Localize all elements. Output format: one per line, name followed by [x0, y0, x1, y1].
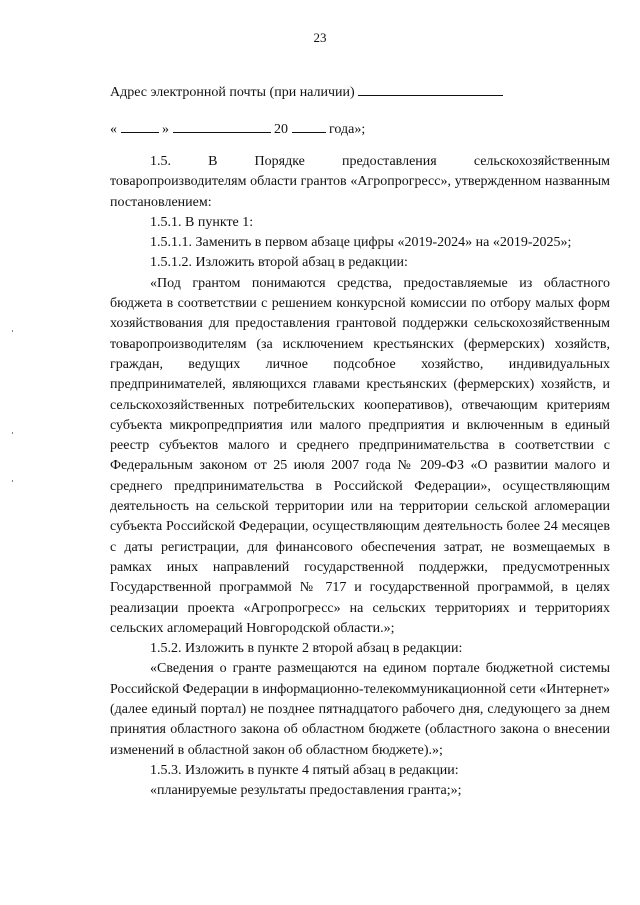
paragraph-1-5-1-1: 1.5.1.1. Заменить в первом абзаце цифры «2019-2024» на «2019-2025»; [150, 235, 572, 251]
paragraph-1-5-3: 1.5.3. Изложить в пункте 4 пятый абзац в редакции: [150, 762, 459, 778]
date-line [110, 121, 365, 138]
margin-mark [12, 330, 13, 332]
date-close-quote: » [162, 122, 169, 137]
margin-mark [12, 480, 13, 482]
email-label: Адрес электронной почты (при наличии) [110, 85, 355, 100]
paragraph-1-5-2: 1.5.2. Изложить в пункте 2 второй абзац в редакции: [150, 641, 463, 657]
margin-mark [12, 432, 13, 434]
century-text: 20 [274, 122, 288, 137]
day-blank [121, 121, 159, 133]
page-number: 23 [313, 30, 327, 45]
grant-definition-quote: «Под грантом понимаются средства, предоставляемые из областного бюджета в соответствии с решением конкурсной комиссии по отбору малых форм хозяйствования для предоставления грантовой поддержки сельскохозяйственным товаропроизводителям (за исключением крестьянских (фермерских) хозяйств, граждан, ведущих личное подсобное хозяйство, индивидуальных предпринимателей, являющихся главами крестьянских (фермерских) хозяйств, и сельскохозяйственных потребительских кооперативов), отвечающим критериям субъекта микропредприятия или малого предприятия и включенным в единый реестр субъектов малого и среднего предпринимательства в соответствии с Федеральным законом от 25 июля 2007 года № 209-ФЗ «О развитии малого и среднего предпринимательства в Российской Федерации», осуществляющим деятельность на сельской территории или на территории сельской агломерации субъекта Российской Федерации, осуществляющим деятельность более 24 месяцев с даты регистрации, для финансового обеспечения затрат, не возмещаемых в рамках иных направлений государственной поддержки, предусмотренных Государственной программой № 717 и государственной программой, в целях реализации проекта «Агропрогресс» на сельских территориях и территориях сельских агломераций Новгородской области.»; [110, 275, 610, 636]
planned-results-quote: «планируемые результаты предоставления гранта;»; [150, 783, 462, 799]
date-open-quote: « [110, 122, 117, 137]
paragraph-1-5: 1.5. В Порядке предоставления сельскохозяйственным товаропроизводителям области грантов «Агропрогресс», утвержденном названным постановлением: [110, 154, 610, 210]
paragraph-1-5-1: 1.5.1. В пункте 1: [150, 214, 254, 230]
email-line [110, 84, 503, 101]
grant-info-quote: «Сведения о гранте размещаются на едином портале бюджетной системы Российской Федерации в информационно-телекоммуникационной сети «Интернет» (далее единый портал) не позднее пятнадцатого рабочего дня, следующего за днем принятия областного закона об областном бюджете (областного закона о внесении изменений в областной закон об областном бюджете).»; [110, 661, 610, 758]
paragraph-1-5-1-2: 1.5.1.2. Изложить второй абзац в редакции: [150, 255, 408, 271]
month-blank [173, 121, 271, 133]
year-suffix: года»; [329, 122, 366, 137]
document-body [110, 152, 610, 802]
year-blank [292, 121, 326, 133]
email-blank [358, 84, 503, 96]
